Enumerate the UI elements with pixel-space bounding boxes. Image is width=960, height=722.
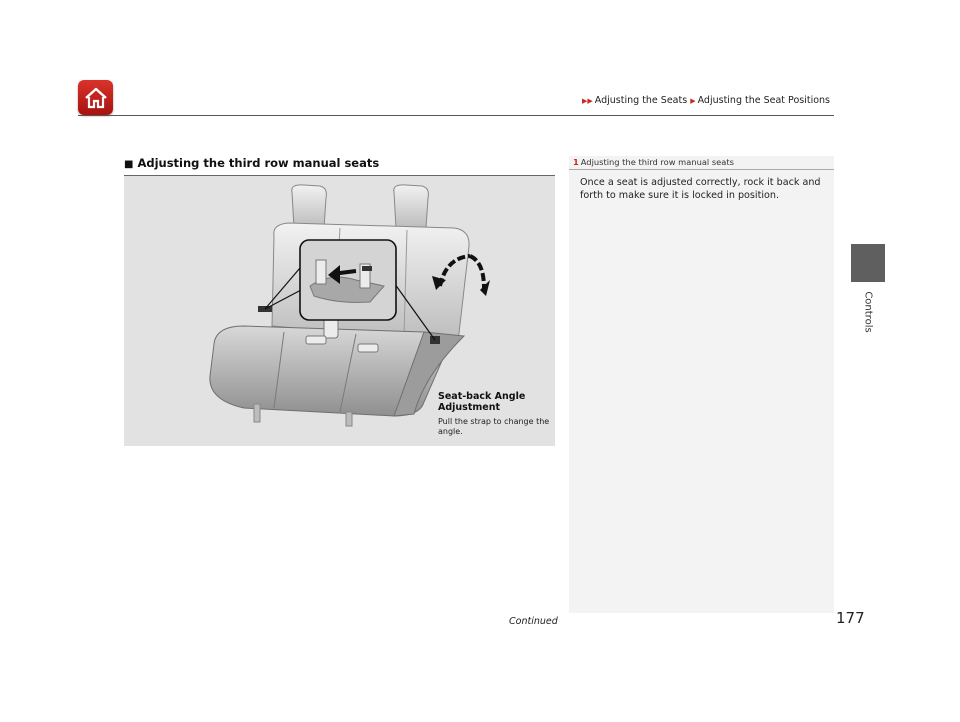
section-bullet-icon: ■ [124,159,134,170]
home-icon [83,86,109,110]
breadcrumb-item[interactable]: Adjusting the Seat Positions [697,95,830,106]
section-title-text: Adjusting the third row manual seats [137,156,380,170]
chapter-tab-label[interactable]: Controls [862,291,874,333]
note-divider [569,169,834,170]
continued-label: Continued [509,616,558,627]
seat-illustration [124,176,555,446]
home-button[interactable] [78,80,113,115]
breadcrumb [582,95,830,106]
breadcrumb-arrow-icon: ▶▶ [582,97,593,105]
note-title [573,157,734,167]
note-panel [569,156,834,613]
chapter-tab-marker[interactable] [851,244,885,282]
breadcrumb-arrow-icon: ▶ [690,97,696,105]
header-divider [78,115,834,116]
callout-title: Seat-back Angle Adjustment [438,391,526,413]
note-title-text[interactable]: Adjusting the third row manual seats [580,157,734,167]
section-title [124,156,379,170]
breadcrumb-item[interactable]: Adjusting the Seats [594,95,688,106]
page-number: 177 [836,609,865,627]
note-text: Once a seat is adjusted correctly, rock it back and forth to make sure it is locked in position. [580,177,821,201]
note-number: 1 [573,157,579,167]
callout-description: Pull the strap to change the angle. [438,417,550,436]
